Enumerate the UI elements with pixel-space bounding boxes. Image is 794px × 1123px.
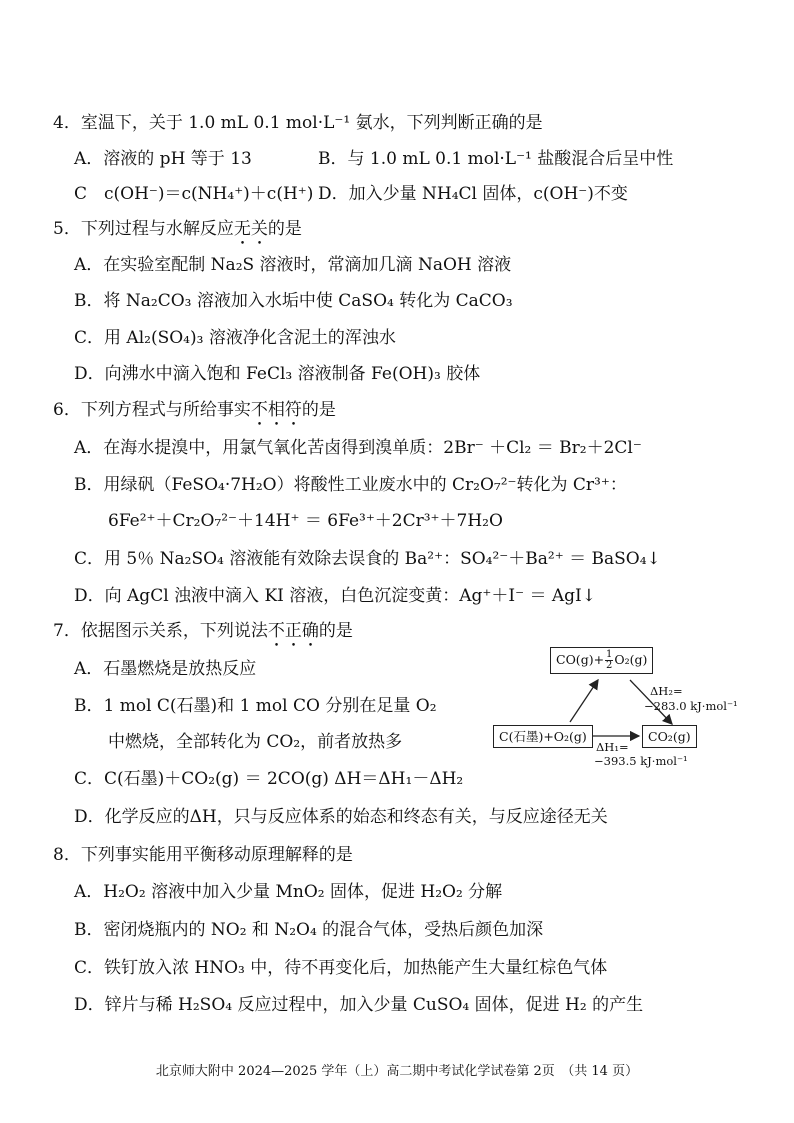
q5-option-a: A．在实验室配制 Na₂S 溶液时，常滴加几滴 NaOH 溶液 — [74, 255, 512, 275]
q6-stem-emphasis: 不相符 — [250, 400, 302, 420]
q5-stem-post: 的是 — [267, 219, 302, 239]
q4-option-c: C c(OH⁻)＝c(NH₄⁺)＋c(H⁺) — [74, 184, 314, 204]
q6-stem — [53, 399, 336, 430]
q6-stem-pre: 6．下列方程式与所给事实 — [53, 400, 251, 420]
dh2-value: −283.0 kJ·mol⁻¹ — [644, 699, 738, 713]
q4-stem: 4．室温下，关于 1.0 mL 0.1 mol·L⁻¹ 氨水，下列判断正确的是 — [53, 113, 543, 133]
q5-stem — [53, 218, 302, 249]
q4-option-d: D．加入少量 NH₄Cl 固体，c(OH⁻)不变 — [318, 184, 628, 204]
q5-option-d: D．向沸水中滴入饱和 FeCl₃ 溶液制备 Fe(OH)₃ 胶体 — [74, 364, 481, 384]
q8-stem: 8．下列事实能用平衡移动原理解释的是 — [53, 845, 353, 865]
q7-option-c: C．C(石墨)＋CO₂(g) ＝ 2CO(g) ΔH＝ΔH₁－ΔH₂ — [74, 769, 464, 789]
diagram-left-box: C(石墨)+O₂(g) — [493, 725, 593, 748]
q5-stem-pre: 5．下列过程与水解反应 — [53, 219, 234, 239]
top-box-post: O₂(g) — [614, 652, 648, 667]
q6-option-d: D．向 AgCl 浊液中滴入 KI 溶液，白色沉淀变黄：Ag⁺＋I⁻ ＝ AgI↓ — [74, 586, 597, 606]
q5-stem-emphasis: 无关 — [233, 219, 268, 239]
top-box-pre: CO(g)+ — [556, 652, 605, 667]
q8-option-d: D．锌片与稀 H₂SO₄ 反应过程中，加入少量 CuSO₄ 固体，促进 H₂ 的产生 — [74, 995, 644, 1015]
dh2-label: ΔH₂= — [650, 684, 683, 698]
q6-stem-post: 的是 — [301, 400, 336, 420]
q6-option-b-equation: 6Fe²⁺＋Cr₂O₇²⁻＋14H⁺ ＝ 6Fe³⁺＋2Cr³⁺＋7H₂O — [108, 511, 503, 531]
q8-option-c: C．铁钉放入浓 HNO₃ 中，待不再变化后，加热能产生大量红棕色气体 — [74, 958, 608, 978]
q8-option-a: A．H₂O₂ 溶液中加入少量 MnO₂ 固体，促进 H₂O₂ 分解 — [74, 882, 503, 902]
diagram-right-box: CO₂(g) — [642, 725, 697, 748]
half-fraction — [605, 650, 613, 671]
q7-stem-emphasis: 不正确 — [267, 621, 319, 641]
q6-option-c: C．用 5％ Na₂SO₄ 溶液能有效除去误食的 Ba²⁺：SO₄²⁻＋Ba²⁺ ＝ BaSO₄↓ — [74, 549, 661, 569]
q4-option-b: B．与 1.0 mL 0.1 mol·L⁻¹ 盐酸混合后呈中性 — [318, 149, 674, 169]
q5-option-b: B．将 Na₂CO₃ 溶液加入水垢中使 CaSO₄ 转化为 CaCO₃ — [74, 291, 513, 311]
fraction-denominator: 2 — [606, 660, 613, 671]
dh1-value: −393.5 kJ·mol⁻¹ — [594, 754, 688, 768]
fraction-numerator: 1 — [606, 649, 613, 660]
q8-option-b: B．密闭烧瓶内的 NO₂ 和 N₂O₄ 的混合气体，受热后颜色加深 — [74, 920, 544, 940]
dh1-label: ΔH₁= — [596, 740, 629, 754]
q7-option-a: A．石墨燃烧是放热反应 — [74, 659, 257, 679]
page-footer: 北京师大附中 2024—2025 学年（上）高二期中考试化学试卷第 2页 （共 14 页） — [155, 1064, 639, 1079]
q4-option-a: A．溶液的 pH 等于 13 — [74, 149, 252, 169]
q5-option-c: C．用 Al₂(SO₄)₃ 溶液净化含泥土的浑浊水 — [74, 328, 396, 348]
q7-option-d: D．化学反应的ΔH，只与反应体系的始态和终态有关，与反应途径无关 — [74, 807, 608, 827]
enthalpy-diagram — [490, 644, 760, 774]
q6-option-b: B．用绿矾（FeSO₄·7H₂O）将酸性工业废水中的 Cr₂O₇²⁻转化为 Cr³⁺： — [74, 475, 627, 495]
diagram-top-box — [550, 647, 653, 674]
q7-option-b: B．1 mol C(石墨)和 1 mol CO 分别在足量 O₂ — [74, 696, 437, 716]
arrow-left-to-top — [570, 680, 598, 722]
q7-stem — [53, 620, 353, 651]
q7-stem-post: 的是 — [318, 621, 353, 641]
q7-stem-pre: 7．依据图示关系，下列说法 — [53, 621, 268, 641]
q7-option-b-cont: 中燃烧，全部转化为 CO₂，前者放热多 — [108, 732, 403, 752]
q6-option-a: A．在海水提溴中，用氯气氧化苦卤得到溴单质：2Br⁻ ＋Cl₂ ＝ Br₂＋2Cl⁻ — [74, 438, 642, 458]
